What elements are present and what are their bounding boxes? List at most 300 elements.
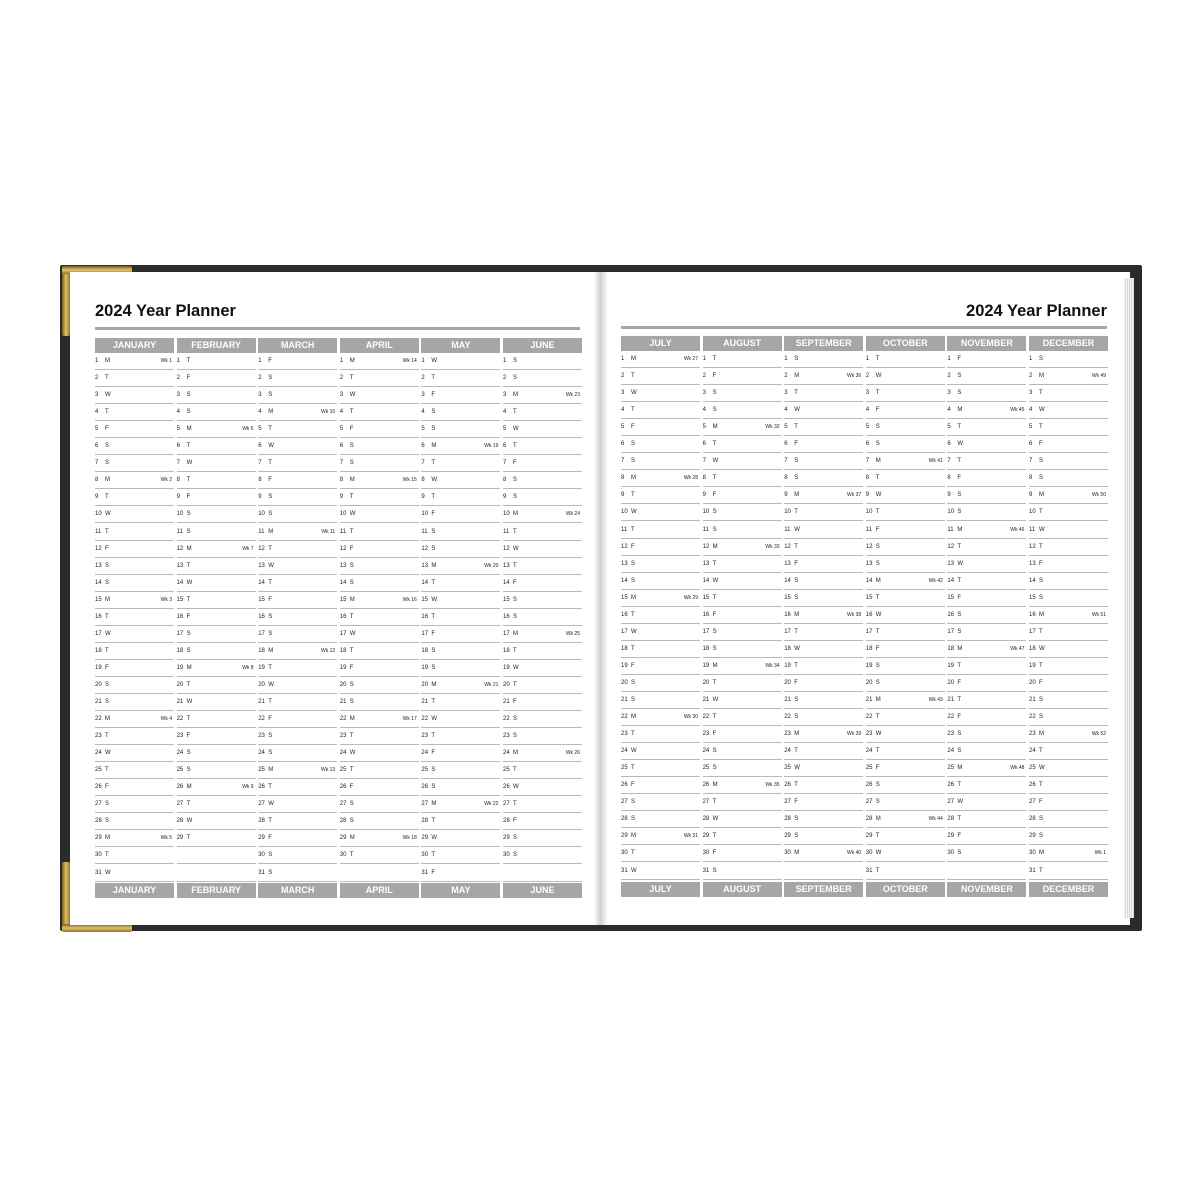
weekday-letter: F xyxy=(1039,560,1043,567)
weekday-letter: T xyxy=(1039,543,1043,550)
day-number: 10 xyxy=(621,509,628,516)
weekday-letter: S xyxy=(349,681,354,688)
day-row xyxy=(784,419,863,436)
day-number: 20 xyxy=(176,681,184,688)
day-number: 8 xyxy=(258,477,262,484)
day-row xyxy=(503,865,582,882)
weekday-letter: F xyxy=(513,460,517,467)
day-number: 3 xyxy=(1029,390,1033,397)
week-number: Wk 38 xyxy=(847,611,862,618)
weekday-letter: W xyxy=(431,716,438,723)
weekday-letter: F xyxy=(431,630,436,637)
weekday-letter: S xyxy=(875,662,880,669)
week-number: Wk 24 xyxy=(565,511,580,518)
day-number: 1 xyxy=(176,358,180,364)
day-row xyxy=(95,865,174,882)
day-row xyxy=(503,370,582,387)
day-row xyxy=(340,813,419,830)
day-number: 12 xyxy=(947,543,955,550)
day-row xyxy=(1029,436,1108,453)
week-number: Wk 36 xyxy=(847,373,862,380)
day-number: 15 xyxy=(865,594,873,601)
day-number: 23 xyxy=(702,731,710,738)
weekday-letter: T xyxy=(875,475,880,482)
day-number: 11 xyxy=(176,528,183,535)
month-footer-august: AUGUST xyxy=(703,882,782,897)
day-number: 24 xyxy=(339,750,347,757)
day-number: 3 xyxy=(503,392,507,399)
weekday-letter: M xyxy=(431,681,437,688)
day-row xyxy=(421,745,500,762)
weekday-letter: S xyxy=(794,714,799,721)
weekday-letter: M xyxy=(794,373,800,380)
day-row xyxy=(421,506,500,523)
week-number: Wk 29 xyxy=(683,594,698,601)
day-number: 26 xyxy=(95,784,102,791)
day-number: 6 xyxy=(339,443,344,450)
day-number: 28 xyxy=(176,818,184,825)
day-number: 17 xyxy=(95,630,102,637)
weekday-letter: M xyxy=(794,492,800,499)
weekday-letter: T xyxy=(105,528,109,535)
day-number: 3 xyxy=(95,392,99,399)
day-row xyxy=(503,660,582,677)
weekday-letter: M xyxy=(513,750,518,757)
day-number: 9 xyxy=(95,494,99,501)
day-row xyxy=(258,404,337,421)
day-row xyxy=(503,779,582,796)
weekday-letter: W xyxy=(712,577,719,584)
day-number: 31 xyxy=(258,869,265,876)
weekday-letter: S xyxy=(875,679,880,686)
weekday-letter: S xyxy=(186,528,191,535)
day-number: 5 xyxy=(947,424,951,431)
weekday-letter: F xyxy=(712,373,717,380)
day-row xyxy=(784,556,863,573)
weekday-letter: M xyxy=(631,475,636,482)
weekday-letter: S xyxy=(268,733,273,740)
left-page-title: 2024 Year Planner xyxy=(95,302,236,320)
day-row xyxy=(177,489,256,506)
day-row xyxy=(621,607,700,624)
weekday-letter: T xyxy=(794,390,798,397)
day-number: 7 xyxy=(421,460,425,467)
day-number: 3 xyxy=(339,392,344,399)
weekday-letter: T xyxy=(957,782,962,789)
day-row xyxy=(421,438,500,455)
day-row xyxy=(421,677,500,694)
day-number: 2 xyxy=(258,375,262,382)
day-number: 1 xyxy=(95,358,99,364)
day-number: 21 xyxy=(258,699,265,705)
weekday-letter: W xyxy=(186,460,193,467)
day-row xyxy=(703,675,782,692)
weekday-letter: M xyxy=(268,528,274,535)
weekday-letter: S xyxy=(513,477,518,484)
weekday-letter: S xyxy=(875,424,880,431)
weekday-letter: T xyxy=(875,714,880,721)
day-number: 23 xyxy=(339,733,347,740)
day-number: 8 xyxy=(702,475,706,482)
day-number: 1 xyxy=(621,356,625,362)
day-row xyxy=(340,677,419,694)
day-number: 6 xyxy=(421,443,425,450)
day-number: 20 xyxy=(784,679,791,686)
day-number: 25 xyxy=(95,767,102,774)
day-number: 23 xyxy=(176,733,184,740)
day-row xyxy=(503,404,582,421)
weekday-letter: S xyxy=(349,443,354,450)
day-row xyxy=(95,711,174,728)
day-number: 23 xyxy=(947,731,955,738)
day-row xyxy=(177,592,256,609)
day-row xyxy=(340,370,419,387)
weekday-letter: F xyxy=(105,664,109,671)
day-row xyxy=(621,743,700,760)
weekday-letter: F xyxy=(349,426,354,433)
week-number: Wk 37 xyxy=(847,492,862,499)
weekday-letter: T xyxy=(268,579,272,586)
day-number: 29 xyxy=(702,833,710,840)
day-number: 24 xyxy=(702,748,710,755)
day-row xyxy=(258,847,337,864)
day-row xyxy=(703,845,782,862)
day-row xyxy=(621,709,700,726)
right-page-title: 2024 Year Planner xyxy=(966,302,1107,320)
day-number: 30 xyxy=(1029,850,1036,857)
weekday-letter: S xyxy=(631,679,636,686)
day-row xyxy=(258,796,337,813)
day-number: 22 xyxy=(421,716,429,723)
weekday-letter: F xyxy=(186,613,191,620)
day-number: 25 xyxy=(865,765,873,772)
weekday-letter: W xyxy=(186,699,193,705)
day-row xyxy=(703,504,782,521)
day-number: 23 xyxy=(503,733,510,740)
weekday-letter: S xyxy=(268,869,273,876)
day-row xyxy=(703,590,782,607)
day-number: 17 xyxy=(784,628,791,635)
day-number: 8 xyxy=(621,475,625,482)
day-number: 18 xyxy=(95,647,102,654)
day-number: 21 xyxy=(421,699,429,705)
day-row xyxy=(258,660,337,677)
weekday-letter: S xyxy=(186,392,191,399)
day-row xyxy=(421,558,500,575)
day-number: 3 xyxy=(421,392,425,399)
weekday-letter: W xyxy=(105,511,111,518)
month-header-august: AUGUST xyxy=(703,336,782,351)
weekday-letter: T xyxy=(631,731,635,738)
weekday-letter: M xyxy=(631,714,636,721)
day-number: 21 xyxy=(865,697,873,703)
day-number: 9 xyxy=(702,492,706,499)
day-number: 26 xyxy=(702,782,710,789)
day-row xyxy=(621,470,700,487)
day-number: 8 xyxy=(503,477,507,484)
day-row xyxy=(703,709,782,726)
weekday-letter: T xyxy=(105,647,109,654)
day-row xyxy=(503,472,582,489)
day-row xyxy=(1029,351,1108,368)
day-row xyxy=(1029,794,1108,811)
day-row xyxy=(95,847,174,864)
weekday-letter: W xyxy=(105,869,111,876)
weekday-letter: M xyxy=(1039,731,1044,738)
day-row xyxy=(1029,590,1108,607)
day-row xyxy=(947,863,1026,880)
weekday-letter: S xyxy=(513,733,518,740)
day-row xyxy=(621,573,700,590)
day-row xyxy=(784,607,863,624)
weekday-letter: W xyxy=(631,390,637,397)
weekday-letter: S xyxy=(631,560,636,567)
day-number: 14 xyxy=(176,579,184,586)
day-row xyxy=(703,794,782,811)
day-number: 28 xyxy=(865,816,873,823)
day-number: 2 xyxy=(621,373,625,380)
weekday-letter: T xyxy=(268,664,272,671)
day-number: 6 xyxy=(865,441,870,448)
day-number: 10 xyxy=(176,511,184,518)
day-number: 8 xyxy=(176,477,180,484)
weekday-letter: F xyxy=(186,733,191,740)
day-number: 22 xyxy=(947,714,955,721)
day-number: 2 xyxy=(784,373,788,380)
day-row xyxy=(866,453,945,470)
weekday-letter: T xyxy=(712,714,717,721)
day-number: 3 xyxy=(258,392,262,399)
day-number: 15 xyxy=(503,596,510,603)
weekday-letter: M xyxy=(957,526,963,533)
weekday-letter: W xyxy=(1039,645,1045,652)
day-row xyxy=(340,626,419,643)
weekday-letter: W xyxy=(712,697,719,703)
day-row xyxy=(866,607,945,624)
day-number: 22 xyxy=(702,714,710,721)
weekday-letter: S xyxy=(712,509,717,516)
day-row xyxy=(866,419,945,436)
day-row xyxy=(703,522,782,539)
day-row xyxy=(340,796,419,813)
day-row xyxy=(340,745,419,762)
day-number: 24 xyxy=(1029,748,1036,755)
weekday-letter: M xyxy=(186,784,192,791)
week-number: Wk 3 xyxy=(160,596,172,603)
day-row xyxy=(784,590,863,607)
day-number: 3 xyxy=(865,390,870,397)
day-row xyxy=(784,743,863,760)
weekday-letter: W xyxy=(105,750,111,757)
weekday-letter: W xyxy=(186,818,193,825)
weekday-letter: S xyxy=(268,494,273,501)
weekday-letter: W xyxy=(431,358,438,364)
day-row xyxy=(258,421,337,438)
day-row xyxy=(621,692,700,709)
weekday-letter: M xyxy=(349,358,355,364)
day-row xyxy=(503,489,582,506)
day-row xyxy=(258,813,337,830)
day-row xyxy=(258,762,337,779)
day-row xyxy=(258,592,337,609)
weekday-letter: S xyxy=(105,460,110,467)
day-row xyxy=(258,506,337,523)
weekday-letter: W xyxy=(794,645,800,652)
week-number: Wk 1 xyxy=(1094,850,1106,857)
month-footer-november: NOVEMBER xyxy=(947,882,1026,897)
day-row xyxy=(340,575,419,592)
day-row xyxy=(621,402,700,419)
weekday-letter: M xyxy=(268,409,274,416)
weekday-letter: M xyxy=(875,577,881,584)
day-number: 19 xyxy=(421,664,429,671)
weekday-letter: W xyxy=(349,511,356,518)
day-row xyxy=(784,760,863,777)
day-number: 27 xyxy=(784,799,791,806)
day-number: 4 xyxy=(865,407,870,414)
weekday-letter: W xyxy=(513,426,519,433)
weekday-letter: T xyxy=(431,494,436,501)
day-number: 16 xyxy=(339,613,347,620)
weekday-letter: F xyxy=(957,714,962,721)
day-row xyxy=(947,487,1026,504)
weekday-letter: S xyxy=(105,801,110,808)
week-number: Wk 1 xyxy=(160,358,172,364)
day-row xyxy=(340,711,419,728)
day-row xyxy=(784,828,863,845)
day-number: 31 xyxy=(95,869,102,876)
day-row xyxy=(1029,419,1108,436)
weekday-letter: S xyxy=(431,767,436,774)
day-row xyxy=(866,504,945,521)
weekday-letter: F xyxy=(1039,679,1043,686)
weekday-letter: W xyxy=(875,492,882,499)
weekday-letter: T xyxy=(431,699,436,705)
day-row xyxy=(177,796,256,813)
day-number: 6 xyxy=(176,443,180,450)
day-number: 29 xyxy=(621,833,628,840)
day-number: 2 xyxy=(1029,373,1033,380)
weekday-letter: T xyxy=(105,733,109,740)
weekday-letter: T xyxy=(431,852,436,859)
weekday-letter: S xyxy=(957,628,962,635)
day-row xyxy=(947,743,1026,760)
day-number: 26 xyxy=(865,782,873,789)
day-row xyxy=(340,558,419,575)
weekday-letter: S xyxy=(105,818,110,825)
week-number: Wk 15 xyxy=(402,477,417,484)
weekday-letter: M xyxy=(712,662,718,669)
day-row xyxy=(177,813,256,830)
month-header-april: APRIL xyxy=(340,338,419,353)
weekday-letter: M xyxy=(1039,611,1044,618)
day-number: 21 xyxy=(621,697,628,703)
day-number: 27 xyxy=(621,799,628,806)
day-number: 3 xyxy=(947,390,951,397)
day-number: 5 xyxy=(421,426,425,433)
day-row xyxy=(95,677,174,694)
weekday-letter: F xyxy=(105,426,109,433)
day-row xyxy=(177,370,256,387)
day-row xyxy=(95,438,174,455)
day-row xyxy=(340,609,419,626)
day-number: 21 xyxy=(702,697,710,703)
day-row xyxy=(784,811,863,828)
weekday-letter: S xyxy=(631,816,636,823)
day-row xyxy=(503,711,582,728)
day-number: 31 xyxy=(865,867,873,874)
day-number: 5 xyxy=(702,424,706,431)
day-number: 8 xyxy=(947,475,951,482)
day-row xyxy=(784,436,863,453)
weekday-letter: M xyxy=(1039,373,1044,380)
day-number: 28 xyxy=(784,816,791,823)
day-row xyxy=(340,387,419,404)
weekday-letter: S xyxy=(957,492,962,499)
day-number: 14 xyxy=(421,579,429,586)
day-number: 4 xyxy=(258,409,262,416)
day-number: 25 xyxy=(621,765,628,772)
day-number: 12 xyxy=(865,543,873,550)
day-number: 1 xyxy=(1029,356,1033,362)
day-number: 7 xyxy=(176,460,180,467)
weekday-letter: T xyxy=(631,645,635,652)
day-number: 19 xyxy=(1029,662,1036,669)
week-number: Wk 9 xyxy=(242,784,254,791)
day-row xyxy=(177,387,256,404)
day-number: 10 xyxy=(784,509,791,516)
day-row xyxy=(340,728,419,745)
day-number: 10 xyxy=(258,511,265,518)
day-row xyxy=(947,470,1026,487)
weekday-letter: W xyxy=(875,611,882,618)
weekday-letter: T xyxy=(186,681,191,688)
day-number: 29 xyxy=(784,833,791,840)
day-number: 11 xyxy=(947,526,954,533)
day-row xyxy=(947,624,1026,641)
weekday-letter: S xyxy=(1039,714,1044,721)
day-row xyxy=(503,694,582,711)
weekday-letter: T xyxy=(631,526,635,533)
day-number: 29 xyxy=(1029,833,1036,840)
weekday-letter: M xyxy=(186,545,192,552)
weekday-letter: W xyxy=(875,731,882,738)
day-number: 19 xyxy=(339,664,347,671)
day-row xyxy=(621,436,700,453)
day-number: 26 xyxy=(621,782,628,789)
day-number: 21 xyxy=(339,699,347,705)
weekday-letter: F xyxy=(631,424,635,431)
day-row xyxy=(95,370,174,387)
weekday-letter: S xyxy=(268,511,273,518)
day-number: 26 xyxy=(503,784,510,791)
weekday-letter: T xyxy=(712,799,717,806)
day-number: 11 xyxy=(865,526,873,533)
day-number: 15 xyxy=(95,596,102,603)
weekday-letter: T xyxy=(513,801,517,808)
day-row xyxy=(340,694,419,711)
day-row xyxy=(621,368,700,385)
month-footer-december: DECEMBER xyxy=(1029,882,1108,897)
weekday-letter: S xyxy=(513,494,518,501)
weekday-letter: T xyxy=(431,613,436,620)
day-number: 12 xyxy=(339,545,347,552)
day-row xyxy=(947,641,1026,658)
weekday-letter: M xyxy=(105,477,110,484)
weekday-letter: W xyxy=(268,801,274,808)
day-row xyxy=(784,675,863,692)
day-row xyxy=(421,421,500,438)
